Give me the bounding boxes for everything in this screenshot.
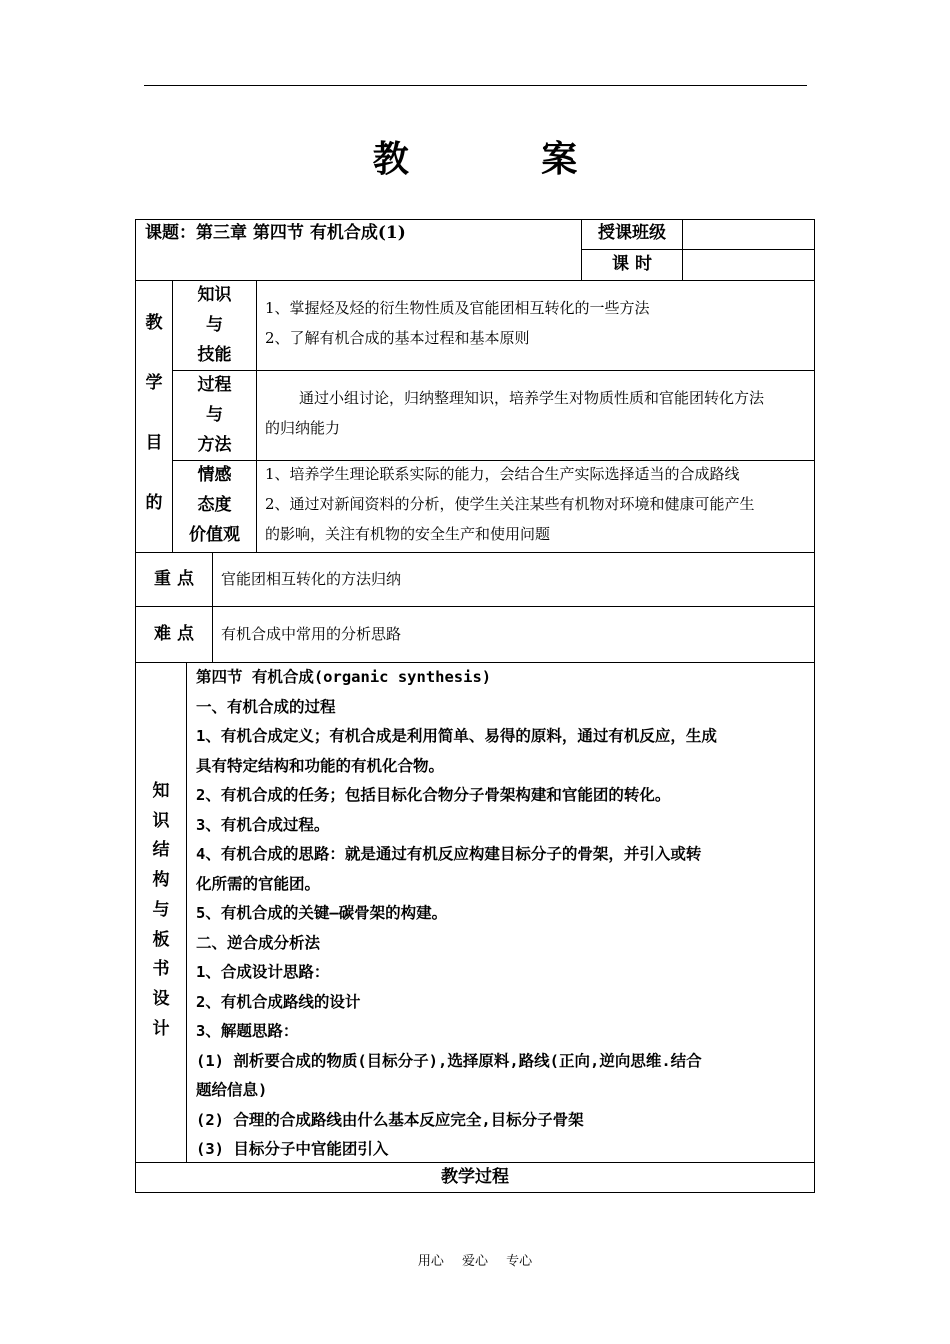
objective-content-attitude: 1、培养学生理论联系实际的能力，会结合生产实际选择适当的合成路线 2、通过对新闻资料的分析，使学生关注某些有机物对环境和健康可能产生 的影响，关注有机物的安全生产和使用问题	[265, 465, 755, 543]
knowledge-line: 题给信息)	[196, 1081, 268, 1099]
key-point-label: 重 点	[154, 569, 194, 589]
knowledge-content	[196, 663, 811, 1165]
knowledge-line: 3、有机合成过程。	[196, 815, 330, 834]
header-rule	[144, 85, 807, 86]
objective-content-knowledge: 1、掌握烃及烃的衍生物性质及官能团相互转化的一些方法 2、了解有机合成的基本过程和基本原则	[265, 299, 650, 347]
key-point-text: 官能团相互转化的方法归纳	[221, 570, 402, 588]
knowledge-line: 1、有机合成定义；有机合成是利用简单、易得的原料，通过有机反应，生成	[196, 727, 717, 745]
knowledge-line: (1) 剖析要合成的物质(目标分子),选择原料,路线(正向,逆向思维.结合	[196, 1051, 702, 1070]
document-title: 教 案	[372, 139, 638, 180]
lesson-topic: 课题：第三章 第四节 有机合成(1)	[145, 223, 406, 243]
class-value	[683, 220, 813, 249]
objective-content-process: 通过小组讨论，归纳整理知识，培养学生对物质性质和官能团转化方法 的归纳能力	[265, 389, 765, 437]
knowledge-line: 5、有机合成的关键—碳骨架的构建。	[196, 904, 448, 922]
difficulty-text: 有机合成中常用的分析思路	[221, 625, 402, 643]
knowledge-line: 4、有机合成的思路：就是通过有机反应构建目标分子的骨架，并引入或转	[196, 845, 702, 863]
teaching-process-heading: 教学过程	[441, 1167, 509, 1187]
knowledge-line: 3、解题思路：	[196, 1022, 299, 1040]
period-value	[683, 250, 813, 280]
knowledge-line: 2、有机合成的任务；包括目标化合物分子骨架构建和官能团的转化。	[196, 786, 671, 804]
knowledge-line: 第四节 有机合成(organic synthesis)	[196, 668, 492, 686]
class-label: 授课班级	[598, 223, 666, 243]
knowledge-line: 具有特定结构和功能的有机化合物。	[196, 756, 445, 775]
knowledge-line: 2、有机合成路线的设计	[196, 992, 361, 1011]
difficulty-label: 难 点	[154, 624, 194, 644]
objective-label-process: 过程 与 方法	[197, 375, 232, 455]
knowledge-section-label: 知 识 结 构 与 板 书 设 计	[152, 781, 170, 1039]
knowledge-line: 二、逆合成分析法	[196, 933, 321, 952]
objectives-section-label: 教 学 目 的	[145, 313, 163, 513]
knowledge-line: (2) 合理的合成路线由什么基本反应完全,目标分子骨架	[196, 1110, 584, 1129]
period-label: 课 时	[612, 254, 652, 274]
page-footer: 用心 爱心 专心	[417, 1254, 533, 1269]
knowledge-line: (3) 目标分子中官能团引入	[196, 1140, 389, 1158]
objective-label-attitude: 情感 态度 价值观	[189, 465, 240, 545]
objective-label-knowledge: 知识 与 技能	[197, 285, 232, 365]
knowledge-line: 化所需的官能团。	[196, 874, 321, 893]
knowledge-line: 一、有机合成的过程	[196, 697, 336, 716]
knowledge-line: 1、合成设计思路：	[196, 963, 330, 981]
